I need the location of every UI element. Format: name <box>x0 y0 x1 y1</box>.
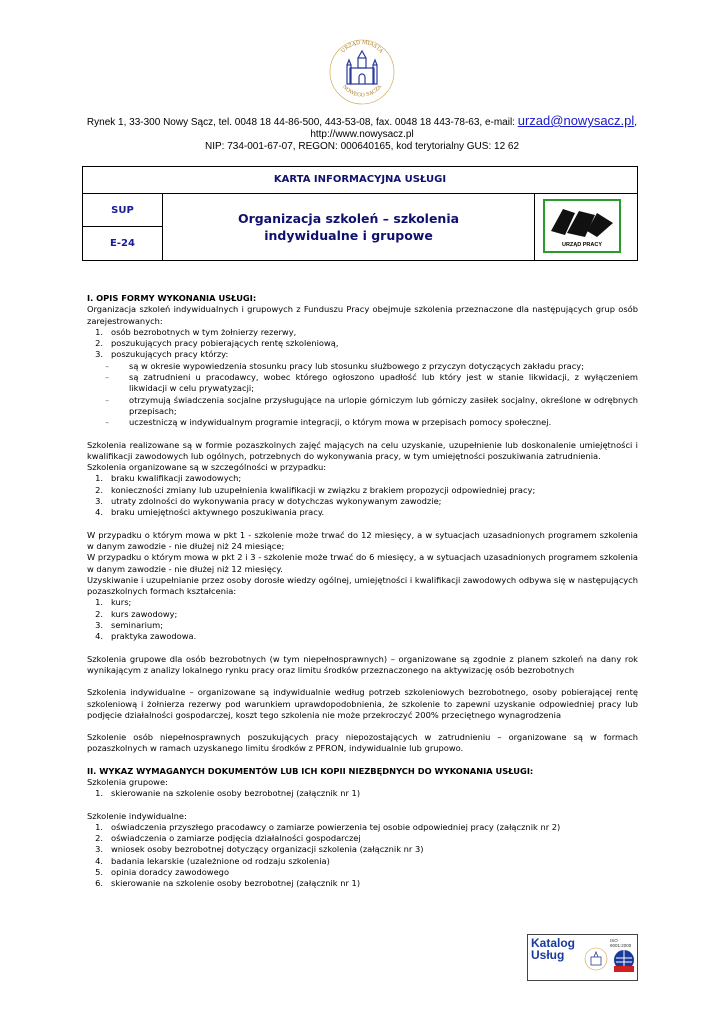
service-title: Organizacja szkoleń – szkolenia indywidualne i grupowe <box>163 194 535 260</box>
svg-text:URZĄD MIASTA <box>340 40 384 55</box>
list-item: 3. wniosek osoby bezrobotnej dotyczący organizacji szkolenia (załącznik nr 3) <box>95 844 424 855</box>
catalog-line-2: Usług <box>531 948 565 962</box>
logo-cell <box>535 194 637 260</box>
seal-text-top: URZĄD MIASTA <box>340 39 384 55</box>
address-text: Rynek 1, 33-300 Nowy Sącz, tel. 0048 18 44-86-500, 443-53-08, fax. 0048 18 443-78-63, e-mail: <box>86 117 518 128</box>
paragraph: Szkolenia realizowane są w formie pozaszkolnych zajęć mających na celu uzyskanie, uzupełnienie lub doskonalenie umiejętności i kwalifikacji zawodowych lub ogólnych, potrzebnych do wykonywania pracy, w tym umiejętności poszukiwania zatrudnienia. <box>87 439 638 461</box>
address-suffix: , <box>634 117 638 128</box>
list-item: 3. poszukujących pracy którzy: <box>95 349 229 360</box>
dash-list-item: – są zatrudnieni u pracodawcy, wobec którego ogłoszono upadłość lub który jest w stanie likwidacji, z wyłączeniem likwidacji w celu prywatyzacji; <box>105 372 638 394</box>
paragraph: Szkolenia organizowane są w szczególności w przypadku: <box>87 462 327 473</box>
iso-certification-icon <box>612 946 636 978</box>
card-heading: KARTA INFORMACYJNA USŁUGI <box>83 167 637 194</box>
dash-list-item: – otrzymują świadczenia socjalne przysługujące na urlopie górniczym lub górniczy zasiłek socjalny, określone w odrębnych przepisach; <box>105 394 638 416</box>
seal-text-bottom: NOWEGO SĄCZA <box>341 83 383 99</box>
iso-label: ISO 9001:2000 <box>610 938 632 948</box>
contact-line-1 <box>60 114 664 129</box>
service-catalog-badge <box>527 934 638 981</box>
list-item: 2. poszukujących pracy pobierających rentę szkoleniową, <box>95 338 339 349</box>
dash-list-item: – są w okresie wypowiedzenia stosunku pracy lub stosunku służbowego z przyczyn dotyczących zakładu pracy; <box>105 360 584 371</box>
email-link[interactable]: urzad@nowysacz.pl <box>517 113 635 128</box>
dash-list-item: – uczestniczą w indywidualnym programie integracji, o którym mowa w przepisach pomocy społecznej. <box>105 417 552 428</box>
list-item: 3. seminarium; <box>95 620 164 631</box>
document-body <box>87 293 638 890</box>
job-office-logo <box>543 199 621 253</box>
catalog-text <box>531 937 575 961</box>
svg-text:NOWEGO SĄCZA <box>341 84 383 99</box>
tax-ids: NIP: 734-001-67-07, REGON: 000640165, kod terytorialny GUS: 12 62 <box>204 141 520 152</box>
paragraph: Szkolenia indywidualne – organizowane są indywidualnie według potrzeb szkoleniowych bezrobotnego, osoby pobierającej rentę szkoleniową i żołnierza rezerwy pod warunkiem uprawdopodobnienia, że szkolenie to zapewni uzyskanie odpowiedniej pracy lub podjęcie działalności gospodarczej, koszt tego szkolenia nie może przekroczyć 200% przeciętnego wynagrodzenia <box>87 687 638 720</box>
list-item: 3. utraty zdolności do wykonywania pracy w dotychczas wykonywanym zawodzie; <box>95 496 442 507</box>
paragraph: Szkolenia grupowe dla osób bezrobotnych (w tym niepełnosprawnych) – organizowane są zgodnie z planem szkoleń na dany rok wynikającym z analizy lokalnego rynku pracy oraz limitu środków przeznaczonego na aktywizację osób bezrobotnych <box>87 653 638 675</box>
city-seal-logo <box>328 38 396 106</box>
paragraph: Szkolenie osób niepełnosprawnych poszukujących pracy niepozostających w zatrudnieniu – organizowane są w formach pozaszkolnych w ramach uzyskanego limitu środków z PFRON, indywidualnie lub grupowo. <box>87 732 638 754</box>
list-item: 1. osób bezrobotnych w tym żołnierzy rezerwy, <box>95 326 297 337</box>
catalog-line-1: Katalog <box>531 936 576 950</box>
section1-intro: Organizacja szkoleń indywidualnych i grupowych z Funduszu Pracy obejmuje szkolenia przeznaczone dla następujących grup osób zarejestrowanych: <box>87 304 638 326</box>
list-item: 2. oświadczenia o zamiarze podjęcia działalności gospodarczej <box>95 833 361 844</box>
paragraph: Uzyskiwanie i uzupełnianie przez osoby dorosłe wiedzy ogólnej, umiejętności i kwalifikacji zawodowych odbywa się w następujących pozaszkolnych formach kształcenia: <box>87 574 638 597</box>
section1-heading: I. OPIS FORMY WYKONANIA USŁUGI: <box>87 293 257 303</box>
list-item: 2. konieczności zmiany lub uzupełnienia kwalifikacji w związku z brakiem propozycji odpowiedniej pracy; <box>95 484 536 495</box>
list-item: 2. kurs zawodowy; <box>95 608 178 619</box>
list-item: 4. braku umiejętności aktywnego poszukiwania pracy. <box>95 507 325 518</box>
list-item: 6. skierowanie na szkolenie osoby bezrobotnej (załącznik nr 1) <box>95 878 361 889</box>
section2-heading: II. WYKAZ WYMAGANYCH DOKUMENTÓW LUB ICH KOPII NIEZBĘDNYCH DO WYKONANIA USŁUGI: <box>87 765 534 776</box>
list-item: 1. kurs; <box>95 597 132 608</box>
job-office-label: URZĄD PRACY <box>561 242 603 248</box>
list-item: 4. praktyka zawodowa. <box>95 631 197 642</box>
list-item: 4. badania lekarskie (uzależnione od rodzaju szkolenia) <box>95 855 330 866</box>
paragraph: W przypadku o którym mowa w pkt 1 - szkolenie może trwać do 12 miesięcy, a w sytuacjach uzasadnionych programem szkolenia w danym zawodzie - nie dłużej niż 24 miesiące; <box>87 529 638 551</box>
individual-training-label: Szkolenie indywidualne: <box>87 810 187 821</box>
list-item: 5. opinia doradcy zawodowego <box>95 867 230 878</box>
list-item: 1. braku kwalifikacji zawodowych; <box>95 473 242 484</box>
list-item: 1. skierowanie na szkolenie osoby bezrobotnej (załącznik nr 1) <box>95 788 361 799</box>
service-card-table <box>82 166 638 261</box>
city-seal-small-icon <box>584 939 608 977</box>
code-e24: E-24 <box>110 238 135 249</box>
group-training-label: Szkolenia grupowe: <box>87 776 168 787</box>
code-sup: SUP <box>83 194 162 227</box>
website-url[interactable]: http://www.nowysacz.pl <box>310 129 414 140</box>
list-item: 1. oświadczenia przyszłego pracodawcy o zamiarze powierzenia tej osobie odpowiedniej pracy (załącznik nr 2) <box>95 821 561 832</box>
arrows-icon <box>545 201 619 241</box>
code-column <box>83 194 163 260</box>
paragraph: W przypadku o którym mowa w pkt 2 i 3 - szkolenie może trwać do 6 miesięcy, a w sytuacjach uzasadnionych programem szkolenia w danym zawodzie - nie dłużej niż 12 miesięcy. <box>87 552 638 574</box>
